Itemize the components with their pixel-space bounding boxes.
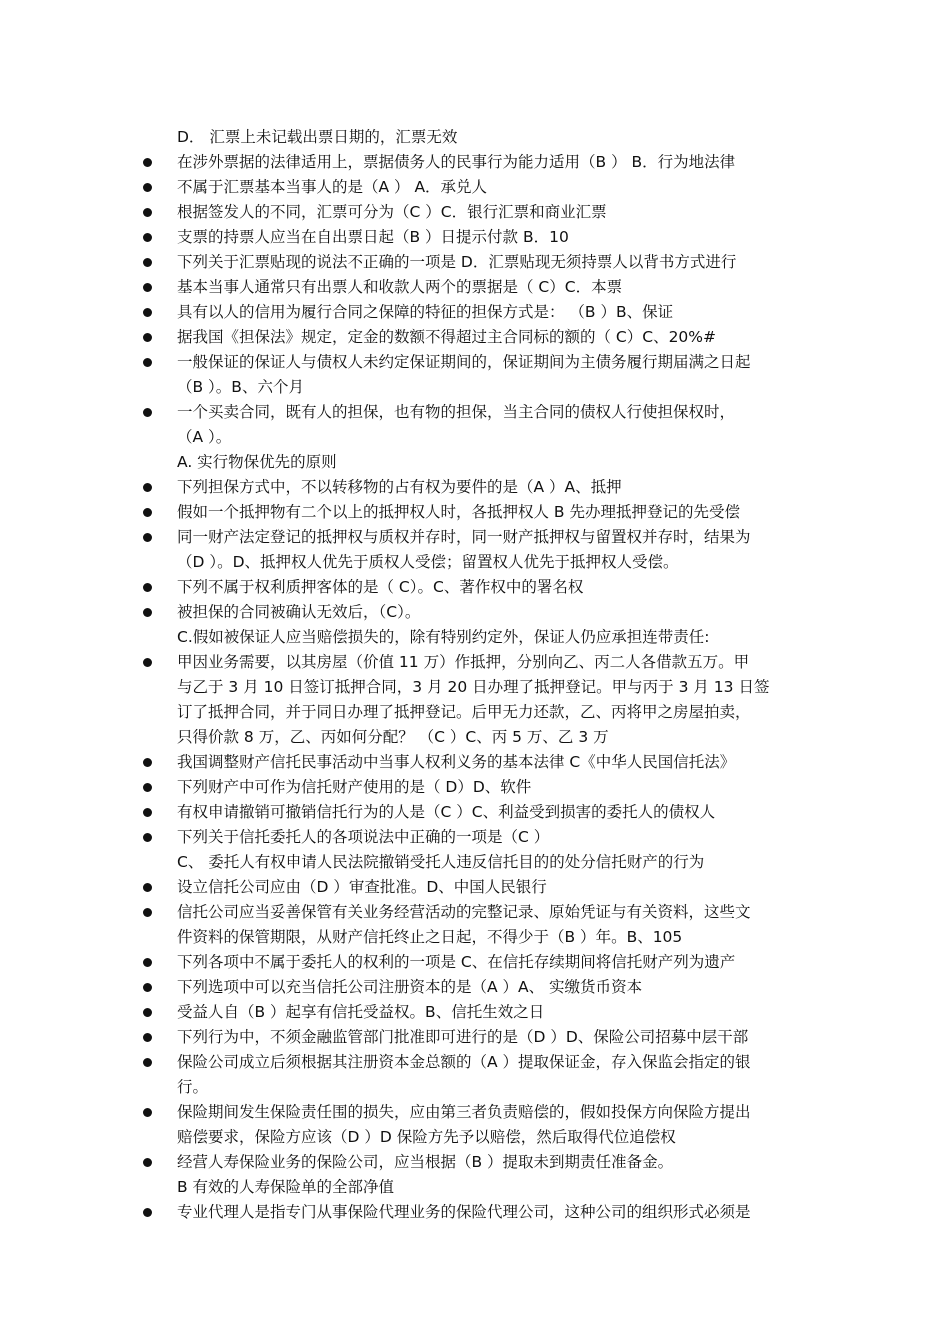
list-item (140, 400, 820, 450)
list-item (140, 975, 820, 1000)
bullet-icon (143, 583, 152, 592)
bullet-icon (143, 758, 152, 767)
bullet-icon (143, 833, 152, 842)
list-item (140, 525, 820, 575)
list-item-continuation (140, 125, 820, 150)
bullet-icon (143, 1033, 152, 1042)
list-item-text: （B ）。B、六个月 (177, 378, 304, 396)
list-item (140, 1000, 820, 1025)
list-item-continuation (140, 450, 820, 475)
bullet-icon (143, 883, 152, 892)
list-item-text: 下列选项中可以充当信托公司注册资本的是（A ）A、 实缴货币资本 (177, 978, 643, 996)
list-item (140, 825, 820, 850)
list-item (140, 500, 820, 525)
list-item-continuation (140, 1175, 820, 1200)
list-item-text: （A ）。 (177, 428, 232, 446)
list-item-text: C.假如被保证人应当赔偿损失的，除有特别约定外，保证人仍应承担连带责任: (177, 628, 710, 646)
list-item (140, 750, 820, 775)
bullet-icon (143, 983, 152, 992)
list-item-text: 具有以人的信用为履行合同之保障的特征的担保方式是： （B ）B、保证 (177, 303, 674, 321)
list-item-text: 我国调整财产信托民事活动中当事人权利义务的基本法律 C《中华人民国信托法》 (177, 753, 736, 771)
list-item (140, 1150, 820, 1175)
list-item-text: 下列各项中不属于委托人的权利的一项是 C、在信托存续期间将信托财产列为遗产 (177, 953, 736, 971)
list-item-text: C、 委托人有权申请人民法院撤销受托人违反信托目的的处分信托财产的行为 (177, 853, 705, 871)
bullet-icon (143, 608, 152, 617)
bullet-icon (143, 233, 152, 242)
list-item (140, 875, 820, 900)
list-item-text: 下列行为中，不须金融监管部门批准即可进行的是（D ）D、保险公司招募中层干部 (177, 1028, 749, 1046)
bullet-icon (143, 1008, 152, 1017)
list-item (140, 225, 820, 250)
list-item-text: B 有效的人寿保险单的全部净值 (177, 1178, 395, 1196)
list-item-text: 行。 (177, 1078, 209, 1096)
bullet-icon (143, 483, 152, 492)
list-item-text: 不属于汇票基本当事人的是（A ） A．承兑人 (177, 178, 488, 196)
list-item (140, 600, 820, 625)
list-item-text: （D ）。D、抵押权人优先于质权人受偿；留置权人优先于抵押权人受偿。 (177, 553, 679, 571)
bullet-icon (143, 783, 152, 792)
list-item-text: 基本当事人通常只有出票人和收款人两个的票据是（ C）C．本票 (177, 278, 623, 296)
list-item-text: 支票的持票人应当在自出票日起（B ）日提示付款 B．10 (177, 228, 569, 246)
bullet-icon (143, 958, 152, 967)
list-item (140, 175, 820, 200)
list-item-text: 设立信托公司应由（D ）审查批准。D、中国人民银行 (177, 878, 547, 896)
list-item-text: 件资料的保管期限，从财产信托终止之日起，不得少于（B ）年。B、105 (177, 928, 683, 946)
list-item-text: 同一财产法定登记的抵押权与质权并存时，同一财产抵押权与留置权并存时，结果为 (177, 528, 751, 546)
list-item (140, 950, 820, 975)
list-item-text: 下列担保方式中，不以转移物的占有权为要件的是（A ）A、抵押 (177, 478, 622, 496)
question-list (140, 125, 820, 1225)
list-item-text: 假如一个抵押物有二个以上的抵押权人时，各抵押权人 B 先办理抵押登记的先受偿 (177, 503, 740, 521)
list-item-text: 专业代理人是指专门从事保险代理业务的保险代理公司，这种公司的组织形式必须是 (177, 1203, 751, 1221)
bullet-icon (143, 333, 152, 342)
bullet-icon (143, 658, 152, 667)
list-item (140, 275, 820, 300)
list-item (140, 1050, 820, 1100)
list-item-text: 经营人寿保险业务的保险公司，应当根据（B ）提取未到期责任准备金。 (177, 1153, 674, 1171)
list-item-text: 甲因业务需要，以其房屋（价值 11 万）作抵押，分别向乙、丙二人各借款五万。甲 (177, 653, 750, 671)
list-item-text: 与乙于 3 月 10 日签订抵押合同，3 月 20 日办理了抵押登记。甲与丙于 3 月 13 日签 (177, 678, 770, 696)
bullet-icon (143, 258, 152, 267)
list-item-text: 赔偿要求，保险方应该（D ）D 保险方先予以赔偿，然后取得代位追偿权 (177, 1128, 676, 1146)
list-item (140, 1100, 820, 1150)
list-item (140, 350, 820, 400)
list-item-text: 下列不属于权利质押客体的是（ C）。C、著作权中的署名权 (177, 578, 584, 596)
list-item-text: 一般保证的保证人与债权人未约定保证期间的，保证期间为主债务履行期届满之日起 (177, 353, 751, 371)
list-item-text: D． 汇票上未记载出票日期的，汇票无效 (177, 128, 458, 146)
list-item (140, 775, 820, 800)
list-item (140, 900, 820, 950)
list-item-text: 在涉外票据的法律适用上，票据债务人的民事行为能力适用（B ） B．行为地法律 (177, 153, 736, 171)
list-item-text: 下列财产中可作为信托财产使用的是（ D）D、软件 (177, 778, 532, 796)
list-item-text: 信托公司应当妥善保管有关业务经营活动的完整记录、原始凭证与有关资料，这些文 (177, 903, 751, 921)
list-item (140, 150, 820, 175)
list-item (140, 1025, 820, 1050)
bullet-icon (143, 183, 152, 192)
list-item-continuation (140, 625, 820, 650)
list-item-text: 被担保的合同被确认无效后，（C）。 (177, 603, 421, 621)
list-item (140, 325, 820, 350)
bullet-icon (143, 158, 152, 167)
bullet-icon (143, 908, 152, 917)
bullet-icon (143, 533, 152, 542)
bullet-icon (143, 1158, 152, 1167)
list-item (140, 200, 820, 225)
list-item-text: 下列关于汇票贴现的说法不正确的一项是 D．汇票贴现无须持票人以背书方式进行 (177, 253, 737, 271)
bullet-icon (143, 308, 152, 317)
bullet-icon (143, 283, 152, 292)
list-item-text: 只得价款 8 万，乙、丙如何分配？ （C ）C、丙 5 万、乙 3 万 (177, 728, 609, 746)
list-item-continuation (140, 850, 820, 875)
bullet-icon (143, 358, 152, 367)
bullet-icon (143, 208, 152, 217)
bullet-icon (143, 808, 152, 817)
list-item-text: 保险公司成立后须根据其注册资本金总额的（A ）提取保证金，存入保监会指定的银 (177, 1053, 751, 1071)
bullet-icon (143, 1208, 152, 1217)
list-item (140, 300, 820, 325)
list-item-text: 下列关于信托委托人的各项说法中正确的一项是（C ） (177, 828, 550, 846)
list-item (140, 650, 820, 750)
list-item-text: 一个买卖合同，既有人的担保，也有物的担保，当主合同的债权人行使担保权时， (177, 403, 736, 421)
list-item-text: 受益人自（B ）起享有信托受益权。B、信托生效之日 (177, 1003, 545, 1021)
bullet-icon (143, 508, 152, 517)
list-item (140, 1200, 820, 1225)
list-item (140, 575, 820, 600)
list-item (140, 250, 820, 275)
list-item-text: 保险期间发生保险责任围的损失，应由第三者负责赔偿的，假如投保方向保险方提出 (177, 1103, 751, 1121)
list-item (140, 475, 820, 500)
bullet-icon (143, 1058, 152, 1067)
list-item-text: 有权申请撤销可撤销信托行为的人是（C ）C、利益受到损害的委托人的债权人 (177, 803, 716, 821)
list-item-text: A. 实行物保优先的原则 (177, 453, 337, 471)
list-item (140, 800, 820, 825)
list-item-text: 根据签发人的不同，汇票可分为（C ）C．银行汇票和商业汇票 (177, 203, 607, 221)
list-item-text: 据我国《担保法》规定，定金的数额不得超过主合同标的额的（ C）C、20%# (177, 328, 717, 346)
bullet-icon (143, 408, 152, 417)
list-item-text: 订了抵押合同，并于同日办理了抵押登记。后甲无力还款，乙、丙将甲之房屋拍卖， (177, 703, 751, 721)
bullet-icon (143, 1108, 152, 1117)
